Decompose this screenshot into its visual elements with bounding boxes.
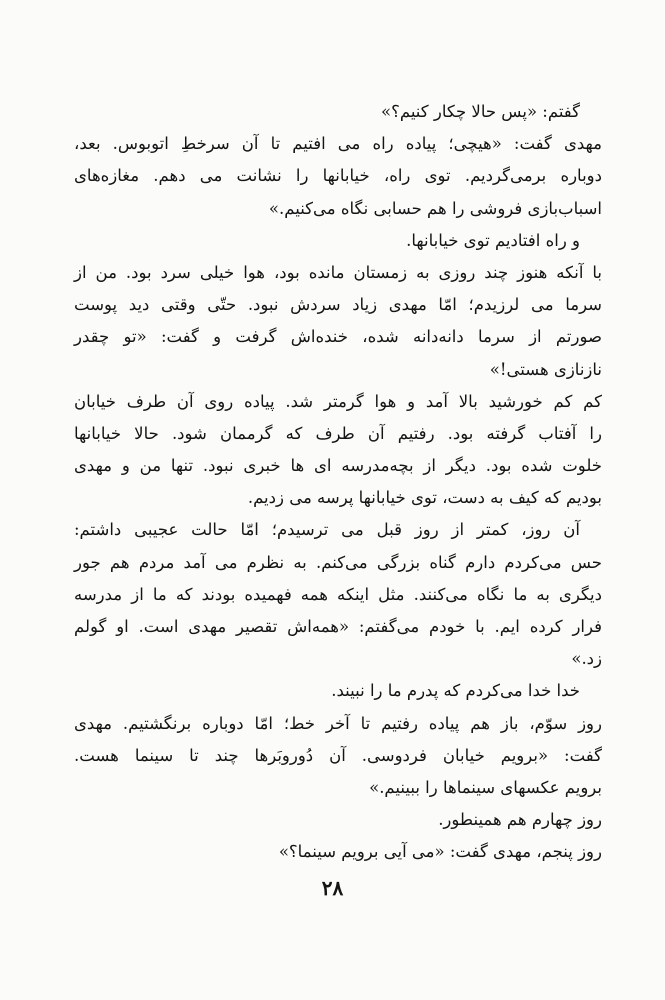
text-line: آن روز، کمتر از روز قبل می ترسیدم؛ امّا حالت عجیبی داشتم:: [74, 520, 580, 540]
text-line: صورتم از سرما دانه‌دانه شده، خنده‌اش گرفت و گفت: «تو چقدر: [74, 327, 602, 347]
text-line: روز سوّم، باز هم پیاده رفتیم تا آخر خط؛ امّا دوباره برنگشتیم. مهدی: [74, 713, 602, 733]
text-line: فرار کرده ایم. با خودم می‌گفتم: «همه‌اش تقصیر مهدی است. او گولم: [74, 617, 602, 636]
text-line: سرما می لرزیدم؛ امّا مهدی زیاد سردش نبود. حتّی وقتی دید پوست: [74, 295, 602, 315]
text-line: نازنازی هستی!»: [489, 359, 602, 379]
text-line: بودیم که کیف به دست، توی خیابانها پرسه می زدیم.: [247, 488, 602, 508]
text-line: خدا خدا می‌کردم که پدرم ما را نبیند.: [331, 681, 580, 701]
text-line: دیگری به ما نگاه می‌کنند. مثل اینکه همه فهمیده بودند که ما از مدرسه: [74, 584, 602, 604]
text-line: روز چهارم هم همینطور.: [438, 810, 602, 830]
text-line: و راه افتادیم توی خیابانها.: [406, 230, 580, 250]
body-text: [74, 96, 602, 869]
text-line: را آفتاب گرفته بود. رفتیم آن طرف که گرممان شود. حالا خیابانها: [74, 423, 602, 443]
text-line: اسباب‌بازی فروشی را هم حسابی نگاه می‌کنیم.»: [268, 198, 602, 218]
text-line: حس می‌کردم دارم گناه بزرگی می‌کنم. به نظرم می آمد مردم هم جور: [74, 552, 602, 572]
text-line: با آنکه هنوز چند روزی به زمستان مانده بود، هوا خیلی سرد بود. من از: [74, 262, 602, 282]
text-line: دوباره برمی‌گردیم. توی راه، خیابانها را نشانت می دهم. مغازه‌های: [74, 166, 602, 186]
text-line: کم کم خورشید بالا آمد و هوا گرمتر شد. پیاده روی آن طرف خیابان: [74, 391, 602, 411]
page-number: ۲۸: [321, 876, 344, 900]
text-line: خلوت شده بود. دیگر از بچه‌مدرسه ای ها خبری نبود. تنها من و مهدی: [74, 456, 602, 476]
text-line: گفتم: «پس حالا چکار کنیم؟»: [380, 102, 580, 121]
text-line: زد.»: [571, 649, 602, 669]
text-line: گفت: «برویم خیابان فردوسی. آن دُوروبَرها چند تا سینما هست.: [74, 745, 602, 765]
text-line: برویم عکسهای سینماها را ببینیم.»: [369, 777, 602, 797]
text-line: روز پنجم، مهدی گفت: «می آیی برویم سینما؟»: [278, 842, 602, 862]
text-line: مهدی گفت: «هیچی؛ پیاده راه می افتیم تا آن سرخطِ اتوبوس. بعد،: [74, 134, 602, 154]
